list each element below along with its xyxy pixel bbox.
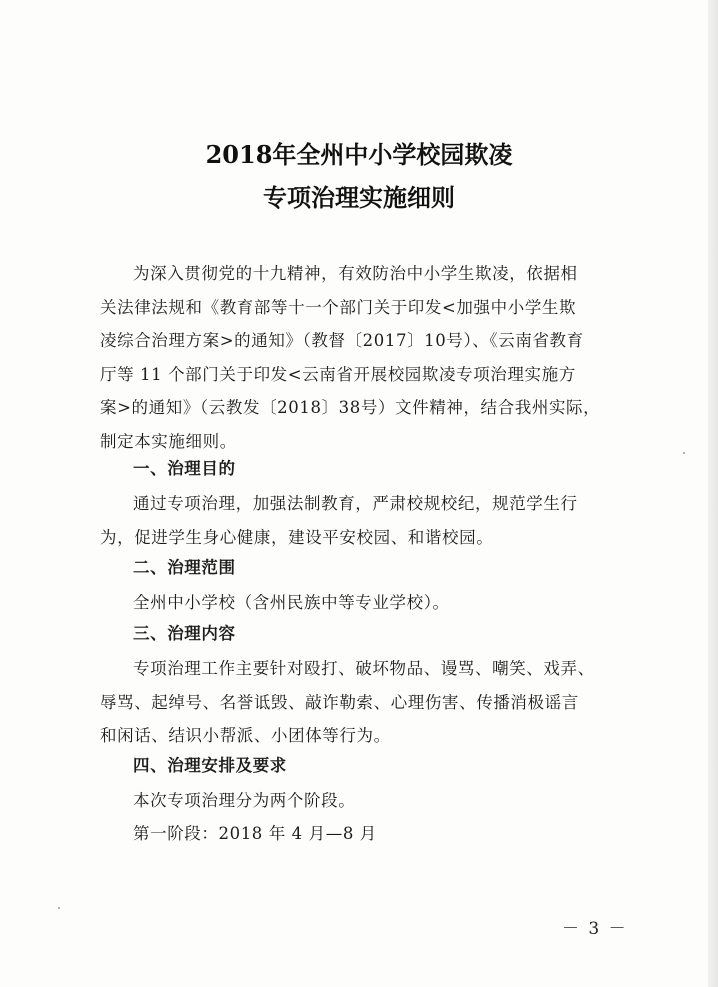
section-purpose-text [100, 487, 620, 554]
section-heading-scope: 二、治理范围 [133, 558, 236, 577]
section-scope-text [100, 586, 620, 620]
section-content-text [100, 652, 620, 753]
paragraph-line: 辱骂、起绰号、名誉诋毁、敲诈勒索、心理伤害、传播消极谣言 [100, 692, 579, 712]
intro-line: 案>的通知》（云教发〔2018〕38号）文件精神，结合我州实际， [100, 398, 601, 418]
section-arrangement-text [100, 784, 620, 818]
intro-line: 凌综合治理方案>的通知》（教督〔2017〕10号）、《云南省教育 [100, 331, 584, 351]
intro-line: 厅等 11 个部门关于印发<云南省开展校园欺凌专项治理实施方 [100, 364, 576, 384]
intro-line: 制定本实施细则。 [100, 431, 237, 451]
paragraph-line: 专项治理工作主要针对殴打、破坏物品、谩骂、嘲笑、戏弄、 [133, 659, 595, 678]
intro-paragraph [100, 257, 620, 459]
section-arrangement-phase [100, 817, 620, 851]
paragraph-line: 本次专项治理分为两个阶段。 [133, 791, 356, 810]
section-heading-content: 三、治理内容 [133, 624, 236, 643]
paragraph-line: 全州中小学校（含州民族中等专业学校）。 [133, 593, 450, 612]
scan-speck [58, 907, 60, 909]
paragraph-line: 和闲话、结识小帮派、小团体等行为。 [100, 726, 391, 746]
section-heading-purpose: 一、治理目的 [133, 459, 236, 478]
section-heading-arrangement: 四、治理安排及要求 [133, 756, 287, 775]
paragraph-line: 为，促进学生身心健康，建设平安校园、和谐校园。 [100, 527, 494, 547]
document-title-line-1: 2018年全州中小学校园欺凌 [205, 140, 513, 169]
scan-speck [683, 452, 685, 454]
paragraph-line: 第一阶段：2018 年 4 月—8 月 [133, 824, 377, 843]
paragraph-line: 通过专项治理，加强法制教育，严肃校规校纪，规范学生行 [133, 494, 578, 513]
page-number: － 3 － [562, 919, 628, 939]
document-title-line-2: 专项治理实施细则 [263, 183, 455, 212]
intro-line: 为深入贯彻党的十九精神，有效防治中小学生欺凌，依据相 [133, 264, 578, 283]
intro-line: 关法律法规和《教育部等十一个部门关于印发<加强中小学生欺 [100, 297, 577, 317]
